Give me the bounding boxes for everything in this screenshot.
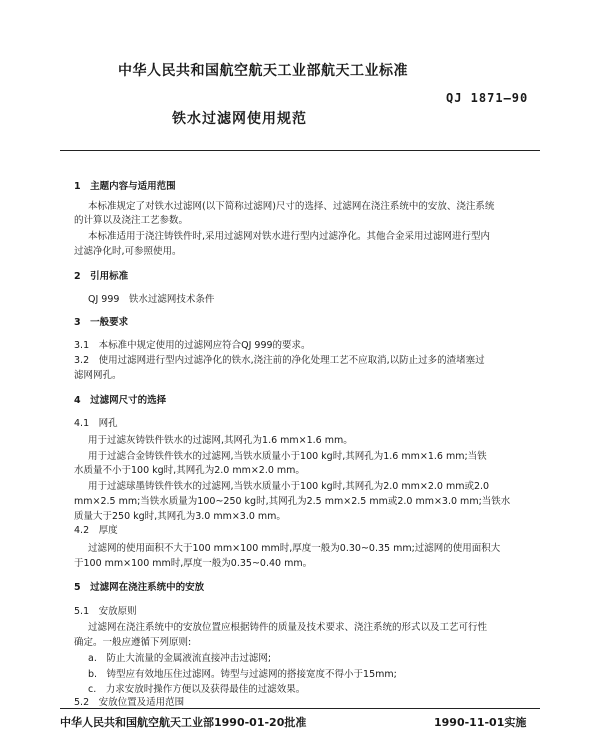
issuing-organization-heading: 中华人民共和国航空航天工业部航天工业标准 <box>118 63 408 79</box>
clause-4-2-line-1: 过滤网的使用面积不大于100 mm×100 mm时,厚度一般为0.30~0.35 mm;过滤网的使用面积大 <box>88 543 501 554</box>
clause-4-1-alloy-iron-line-2: 水质量不小于100 kg时,其网孔为2.0 mm×2.0 mm。 <box>74 465 305 476</box>
referenced-standard: QJ 999 铁水过滤网技术条件 <box>88 294 215 305</box>
clause-3-2-line-2: 滤网网孔。 <box>74 370 122 381</box>
section-2-heading: 2 引用标准 <box>74 271 129 282</box>
clause-3-2-line-1: 3.2 使用过滤网进行型内过滤净化的铁水,浇注前的净化处理工艺不应取消,以防止过多的渣堵塞过 <box>74 355 485 366</box>
document-title: 铁水过滤网使用规范 <box>172 111 307 127</box>
clause-4-1-heading: 4.1 网孔 <box>74 418 118 429</box>
section-1-heading: 1 主题内容与适用范围 <box>74 181 176 192</box>
section-3-heading: 3 一般要求 <box>74 317 129 328</box>
clause-4-2-line-2: 于100 mm×100 mm时,厚度一般为0.35~0.40 mm。 <box>74 558 313 569</box>
header-divider <box>60 150 540 151</box>
section-5-heading: 5 过滤网在浇注系统中的安放 <box>74 582 205 593</box>
section-1-para-1-line-2: 的计算以及浇注工艺参数。 <box>74 215 189 226</box>
clause-4-2-heading: 4.2 厚度 <box>74 525 118 536</box>
section-1-para-2-line-2: 过滤净化时,可参照使用。 <box>74 246 182 257</box>
clause-4-1-grey-iron: 用于过滤灰铸铁件铁水的过滤网,其网孔为1.6 mm×1.6 mm。 <box>88 435 353 446</box>
clause-4-1-alloy-iron-line-1: 用于过滤合金铸铁件铁水的过滤网,当铁水质量小于100 kg时,其网孔为1.6 mm×1.6 mm;当铁 <box>88 451 487 462</box>
section-4-heading: 4 过滤网尺寸的选择 <box>74 395 167 406</box>
section-1-para-1-line-1: 本标准规定了对铁水过滤网(以下简称过滤网)尺寸的选择、过滤网在浇注系统中的安放、浇注系统 <box>88 201 495 212</box>
approval-line: 中华人民共和国航空航天工业部1990-01-20批准 <box>60 716 307 729</box>
clause-5-1-line-2: 确定。一般应遵循下列原则: <box>74 637 192 648</box>
list-item-b: b. 铸型应有效地压住过滤网。铸型与过滤网的搭接宽度不得小于15mm; <box>88 669 397 680</box>
standard-code: QJ 1871—90 <box>446 91 529 105</box>
clause-4-1-ductile-iron-line-3: 质量大于250 kg时,其网孔为3.0 mm×3.0 mm。 <box>74 511 286 522</box>
list-item-a: a. 防止大流量的金属液流直接冲击过滤网; <box>88 653 272 664</box>
clause-3-1: 3.1 本标准中规定使用的过滤网应符合QJ 999的要求。 <box>74 340 311 351</box>
clause-5-1-heading: 5.1 安放原则 <box>74 606 137 617</box>
clause-4-1-ductile-iron-line-1: 用于过滤球墨铸铁件铁水的过滤网,当铁水质量小于100 kg时,其网孔为2.0 mm×2.0 mm或2.0 <box>88 481 490 492</box>
footer-divider <box>60 708 540 709</box>
implementation-date: 1990-11-01实施 <box>434 716 527 729</box>
clause-5-2-heading: 5.2 安放位置及适用范围 <box>74 697 185 708</box>
list-item-c: c. 力求安放时操作方便以及获得最佳的过滤效果。 <box>88 684 306 695</box>
clause-5-1-line-1: 过滤网在浇注系统中的安放位置应根据铸件的质量及技术要求、浇注系统的形式以及工艺可行性 <box>88 622 488 633</box>
clause-4-1-ductile-iron-line-2: mm×2.5 mm;当铁水质量为100~250 kg时,其网孔为2.5 mm×2.5 mm或2.0 mm×3.0 mm;当铁水 <box>74 496 511 507</box>
section-1-para-2-line-1: 本标准适用于浇注铸铁件时,采用过滤网对铁水进行型内过滤净化。其他合金采用过滤网进行型内 <box>88 231 491 242</box>
